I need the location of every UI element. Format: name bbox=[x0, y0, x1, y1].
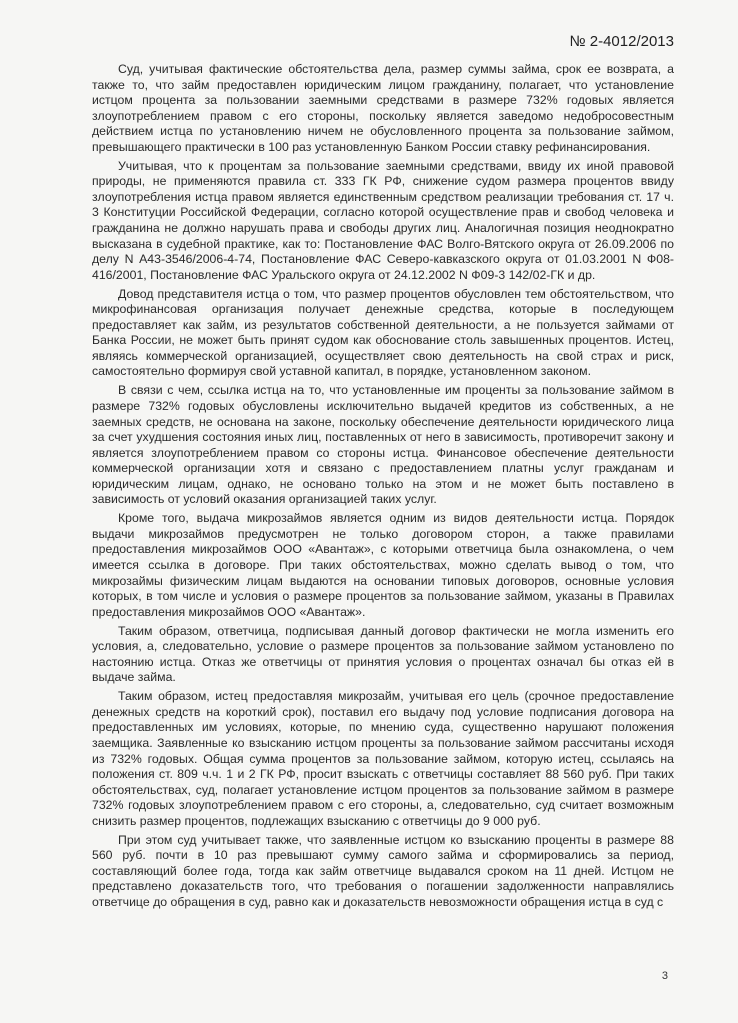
paragraph: Учитывая, что к процентам за пользование заемными средствами, ввиду их иной правовой природы, не применяются правила ст. 333 ГК РФ, снижение судом размера процентов ввиду злоупотребления истца правом является единственным средством реализации требования ст. 17 ч. 3 Конституции Российской Федерации, согласно которой осуществление прав и свобод человека и гражданина не должно нарушать права и свободы других лиц. Аналогичная позиция неоднократно высказана в судебной практике, как то: Постановление ФАС Волго-Вятского округа от 26.09.2006 по делу N А43-3546/2006-4-74, Постановление ФАС Северо-кавказского округа от 01.03.2001 N Ф08-416/2001, Постановление ФАС Уральского округа от 24.12.2002 N Ф09-3 142/02-ГК и др. bbox=[92, 158, 674, 282]
paragraph: В связи с чем, ссылка истца на то, что установленные им проценты за пользование займом в размере 732% годовых обусловлены исключительно выдачей кредитов из собственных, а не заемных средств, не основана на законе, поскольку обеспечение деятельности юридического лица за счет ухудшения состояния иных лиц, поставленных от него в зависимость, противоречит закону и является злоупотреблением правом со стороны истца. Финансовое обеспечение деятельности коммерческой организации хотя и связано с предоставлением платны услуг гражданам и юридическим лицам, однако, не основано только на этом и не может быть поставлено в зависимость от условий оказания организацией таких услуг. bbox=[92, 383, 674, 507]
page-number: 3 bbox=[661, 970, 668, 982]
paragraph: Таким образом, истец предоставляя микрозайм, учитывая его цель (срочное предоставление денежных средств на короткий срок), поставил его выдачу под условие подписания договора на предоставленных им условиях, которые, по мнению суда, существенно нарушают положения заемщика. Заявленные ко взысканию истцом проценты за пользование займом рассчитаны исходя из 732% годовых. Общая сумма процентов за пользование займом, которую истец, ссылаясь на положения ст. 809 ч.ч. 1 и 2 ГК РФ, просит взыскать с ответчицы составляет 88 560 руб. При таких обстоятельствах, суд, полагает установление истцом процентов за пользование займом в размере 732% годовых злоупотреблением правом с его стороны, а, следовательно, суд считает возможным снизить размер процентов, подлежащих взысканию с ответчицы до 9 000 руб. bbox=[92, 689, 674, 828]
paragraph: Довод представителя истца о том, что размер процентов обусловлен тем обстоятельством, что микрофинансовая организация получает денежные средства, которые в последующем предоставляет как займ, из результатов собственной деятельности, а не пользуется займами от Банка России, не может быть принят судом как обоснование столь завышенных процентов. Истец, являясь коммерческой организацией, осуществляет свою деятельность на свой страх и риск, самостоятельно формируя свой уставной капитал, в порядке, установленном законом. bbox=[92, 286, 674, 379]
document-body bbox=[92, 62, 674, 914]
paragraph: Кроме того, выдача микрозаймов является одним из видов деятельности истца. Порядок выдачи микрозаймов предусмотрен не только договором сторон, а также правилами предоставления микрозаймов ООО «Авантаж», с которыми ответчица была ознакомлена, о чем имеется ссылка в договоре. При таких обстоятельствах, можно сделать вывод о том, что микрозаймы физическим лицам выдаются на основании типовых договоров, основные условия которых, в том числе и условия о размере процентов за пользование займом, указаны в Правилах предоставления микрозаймов ООО «Авантаж». bbox=[92, 511, 674, 619]
case-number: № 2-4012/2013 bbox=[569, 33, 674, 50]
paragraph: Таким образом, ответчица, подписывая данный договор фактически не могла изменить его условия, а, следовательно, условие о размере процентов за пользование займом установлено по настоянию истца. Отказ же ответчицы от принятия условия о процентах означал бы отказ ей в выдаче займа. bbox=[92, 623, 674, 685]
paragraph: При этом суд учитывает также, что заявленные истцом ко взысканию проценты в размере 88 560 руб. почти в 10 раз превышают сумму самого займа и сформировались за период, составляющий более года, тогда как займ ответчице выдавался сроком на 11 дней. Истцом не представлено доказательств того, что требования о погашении задолженности направлялись ответчице до обращения в суд, равно как и доказательств невозможности обращения истца в суд с bbox=[92, 832, 674, 909]
paragraph: Суд, учитывая фактические обстоятельства дела, размер суммы займа, срок ее возврата, а также то, что займ предоставлен юридическим лицом гражданину, полагает, что установление истцом процента за пользовании заемными средствами в размере 732% годовых является злоупотреблением правом с его стороны, поскольку является заведомо недобросовестным действием истца по установлению ничем не обусловленного процента за пользование займом, превышающего практически в 100 раз установленную Банком России ставку рефинансирования. bbox=[92, 62, 674, 154]
